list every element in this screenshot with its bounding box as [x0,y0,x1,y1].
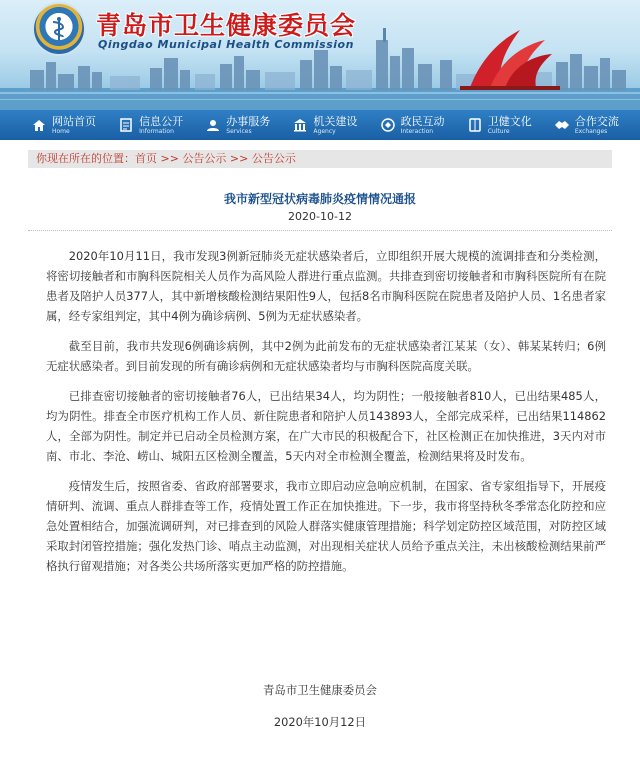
nav-item-exchanges[interactable] [553,110,640,140]
nav-sublabel: Interaction [400,127,434,135]
article-paragraph: 截至目前，我市共发现6例确诊病例，其中2例为此前发布的无症状感染者江某某（女）、韩某某转归；6例无症状感染者。到目前发现的所有确诊病例和无症状感染者均与市胸科医院高度关联。 [46,339,606,373]
nav-label: 政民互动 [400,114,445,128]
nav-item-agency[interactable] [291,110,378,140]
nav-label: 办事服务 [226,114,271,128]
building-icon [291,116,309,134]
nav-label: 网站首页 [52,114,96,128]
nav-item-interaction[interactable] [379,110,466,140]
commission-logo[interactable] [34,4,84,54]
article-paragraph: 2020年10月11日，我市发现3例新冠肺炎无症状感染者后，立即组织开展大规模的流调排查和分类检测，将密切接触者和市胸科医院相关人员作为高风险人群进行重点监测。共排查到密切接触者和市胸科医院所有在院患者及陪护人员377人，其中新增核酸检测结果阳性9人，包括8名市胸科医院在院患者及陪护人员、1名患者家属，经专家组判定，其中4例为确诊病例、5例为无症状感染者。 [46,249,606,323]
document-icon [117,116,135,134]
article-signature-date: 2020年10月12日 [273,715,367,729]
interaction-icon [379,116,397,134]
breadcrumb-prefix: 你现在所在的位置： [36,152,135,165]
home-icon [30,116,48,134]
nav-label: 机关建设 [313,114,358,128]
culture-icon [466,116,484,134]
service-icon [204,116,222,134]
site-subtitle: Qingdao Municipal Health Commission [98,38,354,51]
breadcrumb-item-home[interactable]: 首页 [135,152,157,165]
nav-item-culture[interactable] [466,110,553,140]
nav-item-information[interactable] [117,110,204,140]
breadcrumb-item-notices[interactable]: 公告公示 [182,152,227,165]
divider [28,230,612,231]
nav-sublabel: Agency [313,127,336,135]
nav-sublabel: Services [226,127,252,135]
handshake-icon [553,116,571,134]
article-date: 2020-10-12 [288,210,352,223]
article-paragraph: 已排查密切接触者的密切接触者76人，已出结果34人，均为阴性；一般接触者810人，已出结果485人，均为阴性。排查全市医疗机构工作人员、新住院患者和陪护人员143893人，全部完成采样，已出结果114862人，全部为阴性。制定并已启动全员检测方案，在广大市民的积极配合下，社区检测正在加快推进，3天内对市南、市北、李沧、崂山、城阳五区检测全覆盖，5天内对全市检测全覆盖，检测结果将及时发布。 [46,389,606,463]
article-title: 我市新型冠状病毒肺炎疫情情况通报 [223,192,416,206]
nav-item-services[interactable] [204,110,291,140]
nav-sublabel: Culture [487,127,510,135]
breadcrumb-item-current[interactable]: 公告公示 [251,152,296,165]
article-body [46,246,606,586]
nav-label: 卫健文化 [487,114,532,128]
breadcrumb-separator: >> [157,152,183,165]
nav-sublabel: Exchanges [574,127,608,135]
site-banner [0,0,640,110]
main-nav [0,110,640,140]
site-title: 青岛市卫生健康委员会 [96,11,357,40]
article-paragraph: 疫情发生后，按照省委、省政府部署要求，我市立即启动应急响应机制，在国家、省专家组指导下，开展疫情研判、流调、重点人群排查等工作，疫情处置工作正在加快推进。下一步，我市将坚持秋冬季常态化防控和应急处置相结合，加强流调研判，对已排查到的风险人群落实健康管理措施；科学划定防控区域范围，对防控区域采取封闭管控措施；强化发热门诊、哨点主动监测，对出现相关症状人员给予重点关注，未出核酸检测结果前严格执行留观措施；对各类公共场所落实更加严格的防控措施。 [46,479,606,573]
nav-sublabel: Home [52,127,70,135]
breadcrumb [28,150,612,168]
staff-of-asclepius-icon [49,16,69,42]
nav-label: 信息公开 [139,114,184,128]
nav-sublabel: Information [139,127,174,135]
breadcrumb-separator: >> [226,152,252,165]
nav-label: 合作交流 [574,114,619,128]
article-signature: 青岛市卫生健康委员会 [263,683,377,697]
nav-item-home[interactable] [30,110,117,140]
